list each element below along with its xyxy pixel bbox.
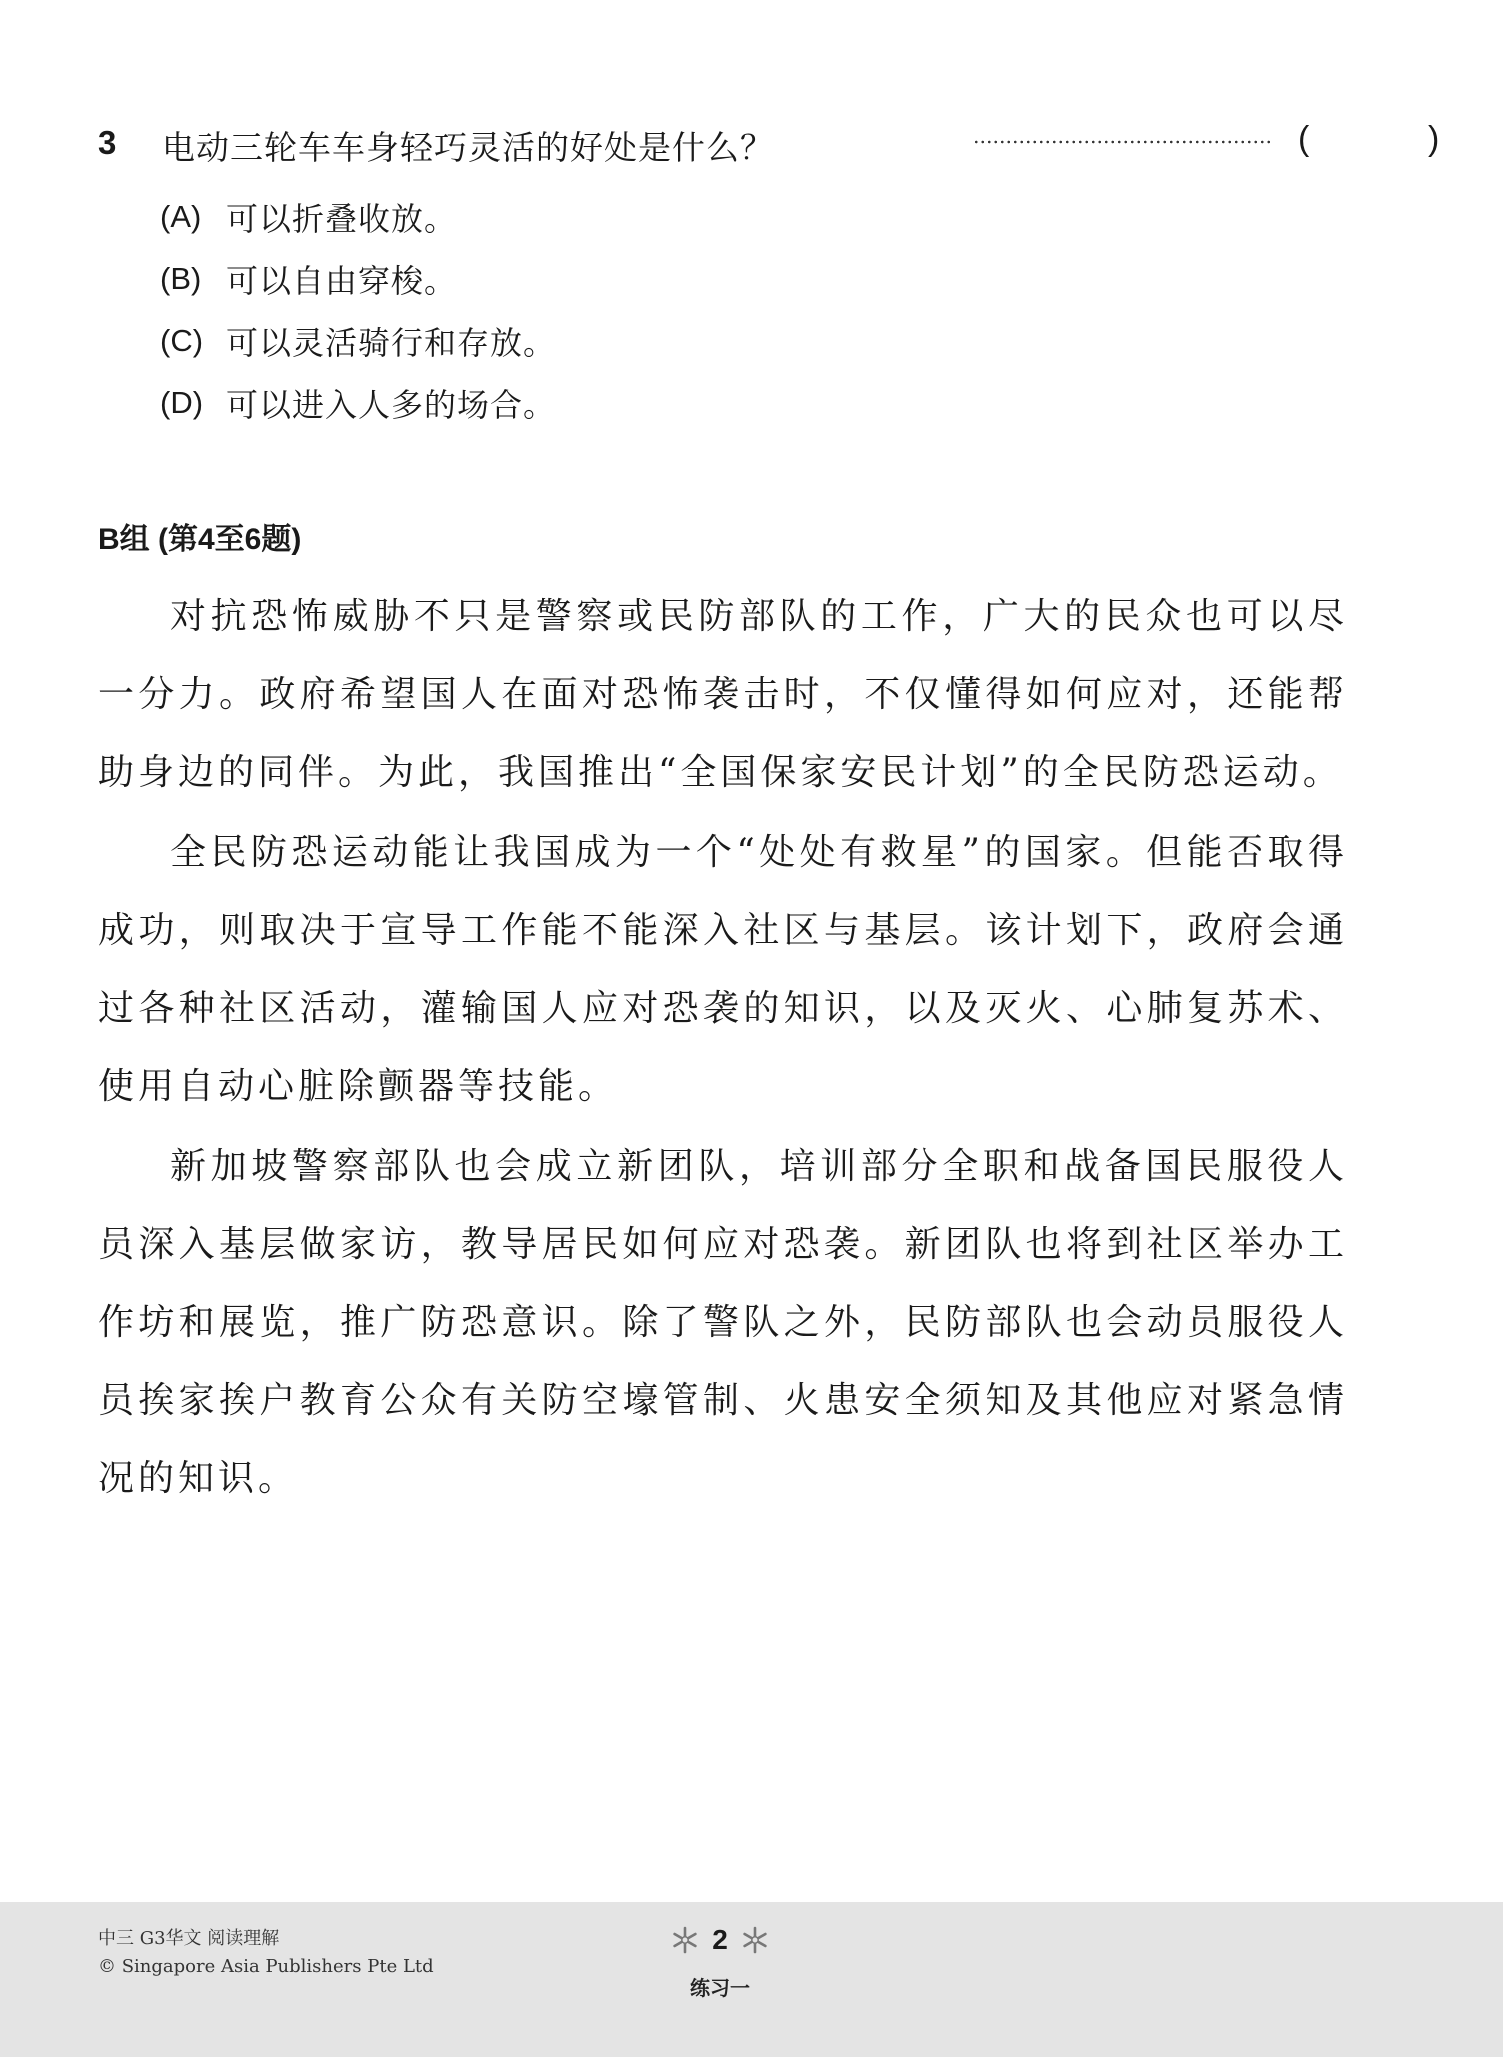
option-text: 可以折叠收放。 <box>226 200 458 238</box>
option-c <box>160 310 556 372</box>
page-footer <box>0 1902 1503 2057</box>
option-b <box>160 248 556 310</box>
section-heading: B组 (第4至6题) <box>98 523 302 556</box>
reading-passage <box>98 578 1348 1520</box>
option-d <box>160 372 556 434</box>
page-number: 2 <box>712 1924 728 1955</box>
passage-paragraph: 对抗恐怖威胁不只是警察或民防部队的工作，广大的民众也可以尽一分力。政府希望国人在面对恐怖袭击时，不仅懂得如何应对，还能帮助身边的同伴。为此，我国推出“全国保家安民计划”的全民防恐运动。 <box>98 596 1348 793</box>
option-label: (C) <box>160 323 204 358</box>
option-a <box>160 186 556 248</box>
option-label: (A) <box>160 199 202 234</box>
asterisk-star-icon <box>671 1926 699 1954</box>
passage-paragraph: 新加坡警察部队也会成立新团队，培训部分全职和战备国民服役人员深入基层做家访，教导居民如何应对恐袭。新团队也将到社区举办工作坊和展览，推广防恐意识。除了警队之外，民防部队也会动员服役人员挨家挨户教育公众有关防空壕管制、火患安全须知及其他应对紧急情况的知识。 <box>98 1146 1348 1499</box>
asterisk-star-icon <box>741 1926 769 1954</box>
question-text: 电动三轮车车身轻巧灵活的好处是什么？ <box>162 128 774 167</box>
exercise-label: 练习一 <box>690 1976 750 2000</box>
option-label: (B) <box>160 261 202 296</box>
option-text: 可以灵活骑行和存放。 <box>226 324 557 362</box>
answer-bracket-close: ) <box>1428 120 1440 158</box>
option-text: 可以自由穿梭。 <box>226 262 458 300</box>
option-text: 可以进入人多的场合。 <box>226 386 557 424</box>
question-row <box>98 118 1440 170</box>
answer-bracket-open: ( <box>1298 120 1310 158</box>
copyright-notice: © Singapore Asia Publishers Pte Ltd <box>98 1956 434 1977</box>
passage-paragraph: 全民防恐运动能让我国成为一个“处处有救星”的国家。但能否取得成功，则取决于宣导工作能不能深入社区与基层。该计划下，政府会通过各种社区活动，灌输国人应对恐袭的知识，以及灭火、心肺复苏术、使用自动心脏除颤器等技能。 <box>98 832 1348 1107</box>
answer-options <box>160 186 556 434</box>
book-title: 中三 G3华文 阅读理解 <box>98 1928 280 1949</box>
question-number: 3 <box>98 124 117 161</box>
dotted-leader <box>973 140 1273 144</box>
option-label: (D) <box>160 385 204 420</box>
page-number-block <box>0 1924 1440 1956</box>
